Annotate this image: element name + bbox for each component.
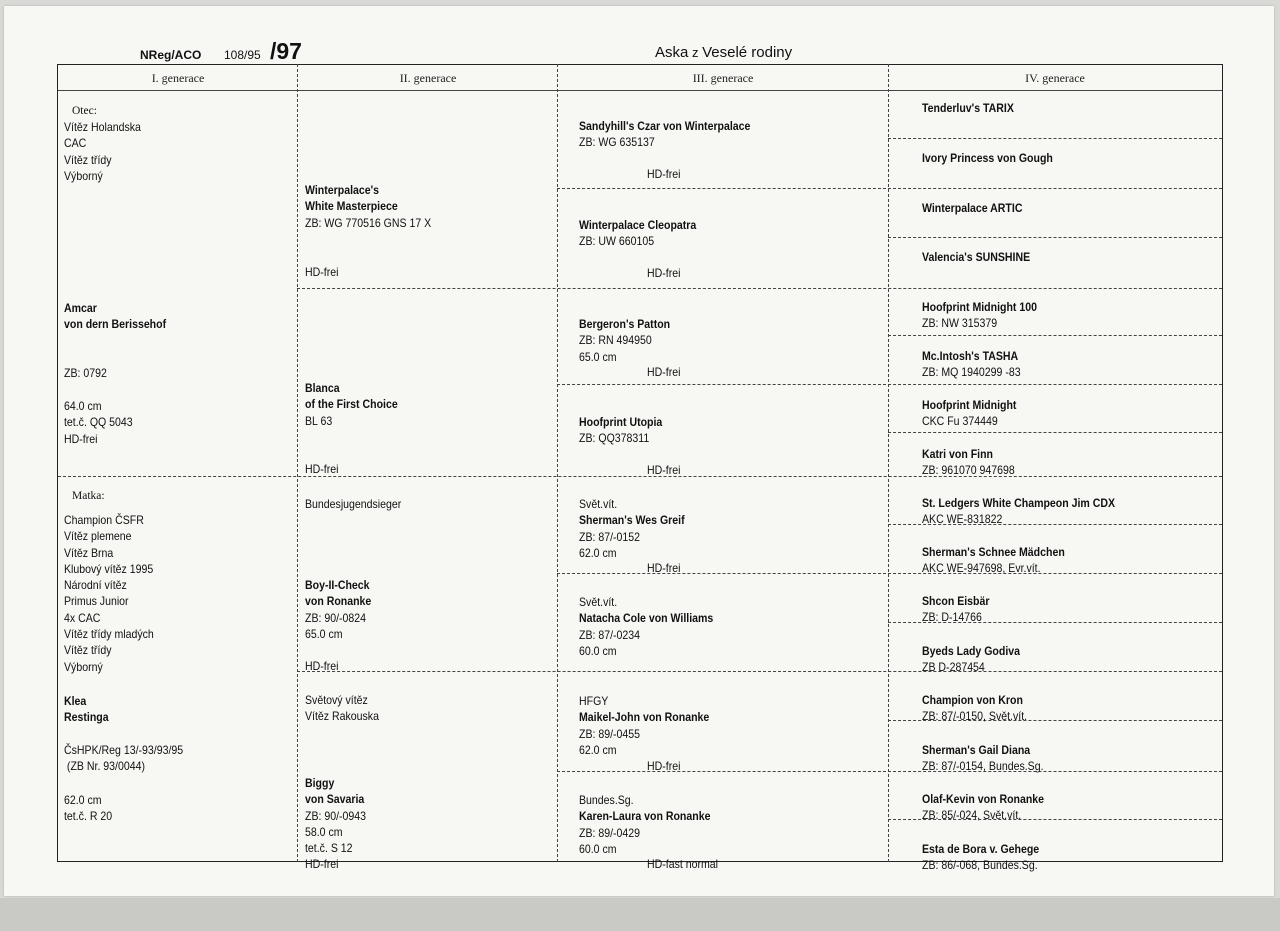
gen2-hd-status: HD-frei — [305, 857, 339, 871]
gen2-hd-status: HD-frei — [305, 265, 339, 279]
registry-number: 108/95 — [224, 48, 261, 62]
registry-code: NReg/ACO — [140, 48, 202, 62]
mother-titles: Champion ČSFR Vítěz plemene Vítěz Brna Klubový vítěz 1995 Národní vítěz Primus Junior 4x CAC Vítěz třídy mladých Vítěz třídy Výborný — [64, 513, 154, 674]
mother-name: Klea Restinga — [64, 694, 109, 725]
sixteenth-divider — [888, 432, 1222, 433]
gen3-hd-status: HD-frei — [647, 759, 681, 773]
gen3-ancestor: Bundes.Sg. Karen-Laura von Ronanke ZB: 89/-0429 60.0 cm — [579, 793, 711, 856]
gen4-ancestor: Olaf-Kevin von Ronanke ZB: 85/-024, Svět.vít. — [922, 792, 1045, 823]
gen2-ancestor: Boy-II-Check von Ronanke ZB: 90/-0824 65.0 cm — [305, 578, 372, 641]
gen2-ancestor: Biggy von Savaria ZB: 90/-0943 58.0 cm tet.č. S 12 — [305, 776, 367, 856]
gen3-ancestor: Winterpalace Cleopatra ZB: UW 660105 — [579, 218, 697, 249]
gen3-hd-status: HD-frei — [647, 561, 681, 575]
half-divider — [58, 476, 1222, 477]
gen3-hd-status: HD-frei — [647, 365, 681, 379]
quarter-divider — [297, 288, 1222, 289]
gen3-hd-status: HD-frei — [647, 463, 681, 477]
sixteenth-divider — [888, 335, 1222, 336]
gen3-hd-status: HD-frei — [647, 167, 681, 181]
column-header-gen4: IV. generace — [1025, 71, 1085, 85]
father-role-label: Otec: — [72, 105, 97, 117]
father-details: 64.0 cm tet.č. QQ 5043 HD-frei — [64, 399, 133, 446]
column-divider — [297, 64, 298, 862]
gen4-ancestor: Champion von Kron ZB: 87/-0150, Svět.vít. — [922, 693, 1028, 724]
gen4-ancestor: Katri von Finn ZB: 961070 947698 — [922, 447, 1015, 478]
gen4-ancestor: Winterpalace ARTIC — [922, 201, 1023, 215]
gen2-ancestor-title: Bundesjugendsieger — [305, 497, 402, 511]
gen4-ancestor: Valencia's SUNSHINE — [922, 250, 1031, 264]
gen4-ancestor: Sherman's Schnee Mädchen AKC WE-947698, Evr.vít. — [922, 545, 1065, 576]
gen4-ancestor: Tenderluv's TARIX — [922, 101, 1014, 115]
gen3-ancestor: Sandyhill's Czar von Winterpalace ZB: WG 635137 — [579, 119, 751, 150]
column-header-gen1: I. generace — [151, 71, 205, 85]
gen2-ancestor: Blanca of the First Choice BL 63 — [305, 381, 398, 428]
gen4-ancestor: Hoofprint Midnight CKC Fu 374449 — [922, 398, 1017, 429]
eighth-divider — [557, 188, 1222, 189]
sixteenth-divider — [888, 138, 1222, 139]
gen2-ancestor-titles: Světový vítěz Vítěz Rakouska — [305, 693, 379, 724]
eighth-divider — [557, 384, 1222, 385]
gen3-ancestor: Svět.vít. Sherman's Wes Greif ZB: 87/-0152 62.0 cm — [579, 497, 685, 560]
registry-year: /97 — [270, 38, 302, 64]
quarter-divider — [297, 671, 1222, 672]
gen2-hd-status: HD-frei — [305, 659, 339, 673]
father-name: Amcar von dern Berissehof — [64, 301, 167, 332]
header-divider — [58, 90, 1222, 91]
gen3-hd-status: HD-fast normal — [647, 857, 719, 871]
gen4-ancestor: Mc.Intosh's TASHA ZB: MQ 1940299 -83 — [922, 349, 1021, 380]
father-titles: Vítěz Holandska CAC Vítěz třídy Výborný — [64, 120, 141, 183]
gen3-ancestor: HFGY Maikel-John von Ronanke ZB: 89/-0455 62.0 cm — [579, 694, 710, 757]
mother-zb: ČsHPK/Reg 13/-93/93/95 (ZB Nr. 93/0044) — [64, 743, 184, 774]
mother-role-label: Matka: — [72, 490, 105, 502]
gen3-ancestor: Hoofprint Utopia ZB: QQ378311 — [579, 415, 663, 446]
gen4-ancestor: Ivory Princess von Gough — [922, 151, 1053, 165]
father-zb: ZB: 0792 — [64, 366, 107, 380]
column-divider — [888, 64, 889, 862]
gen4-ancestor: Esta de Bora v. Gehege ZB: 86/-068, Bundes.Sg. — [922, 842, 1040, 873]
gen4-ancestor: Shcon Eisbär ZB: D-14766 — [922, 594, 990, 625]
gen3-ancestor: Svět.vít. Natacha Cole von Williams ZB: 87/-0234 60.0 cm — [579, 595, 714, 658]
gen3-ancestor: Bergeron's Patton ZB: RN 494950 65.0 cm — [579, 317, 671, 364]
dog-name: Aska z Veselé rodiny — [655, 44, 793, 61]
gen4-ancestor: St. Ledgers White Champeon Jim CDX AKC WE-831822 — [922, 496, 1116, 527]
gen4-ancestor: Byeds Lady Godiva ZB D-287454 — [922, 644, 1021, 675]
gen4-ancestor: Hoofprint Midnight 100 ZB: NW 315379 — [922, 300, 1037, 331]
gen2-hd-status: HD-frei — [305, 462, 339, 476]
column-divider — [557, 64, 558, 862]
mother-details: 62.0 cm tet.č. R 20 — [64, 793, 113, 824]
gen3-hd-status: HD-frei — [647, 266, 681, 280]
scan-edge — [0, 898, 1280, 931]
column-header-gen3: III. generace — [692, 71, 754, 85]
sixteenth-divider — [888, 237, 1222, 238]
column-header-gen2: II. generace — [399, 71, 457, 85]
gen4-ancestor: Sherman's Gail Diana ZB: 87/-0154, Bundes.Sg. — [922, 743, 1044, 774]
gen2-ancestor: Winterpalace's White Masterpiece ZB: WG 770516 GNS 17 X — [305, 183, 432, 230]
